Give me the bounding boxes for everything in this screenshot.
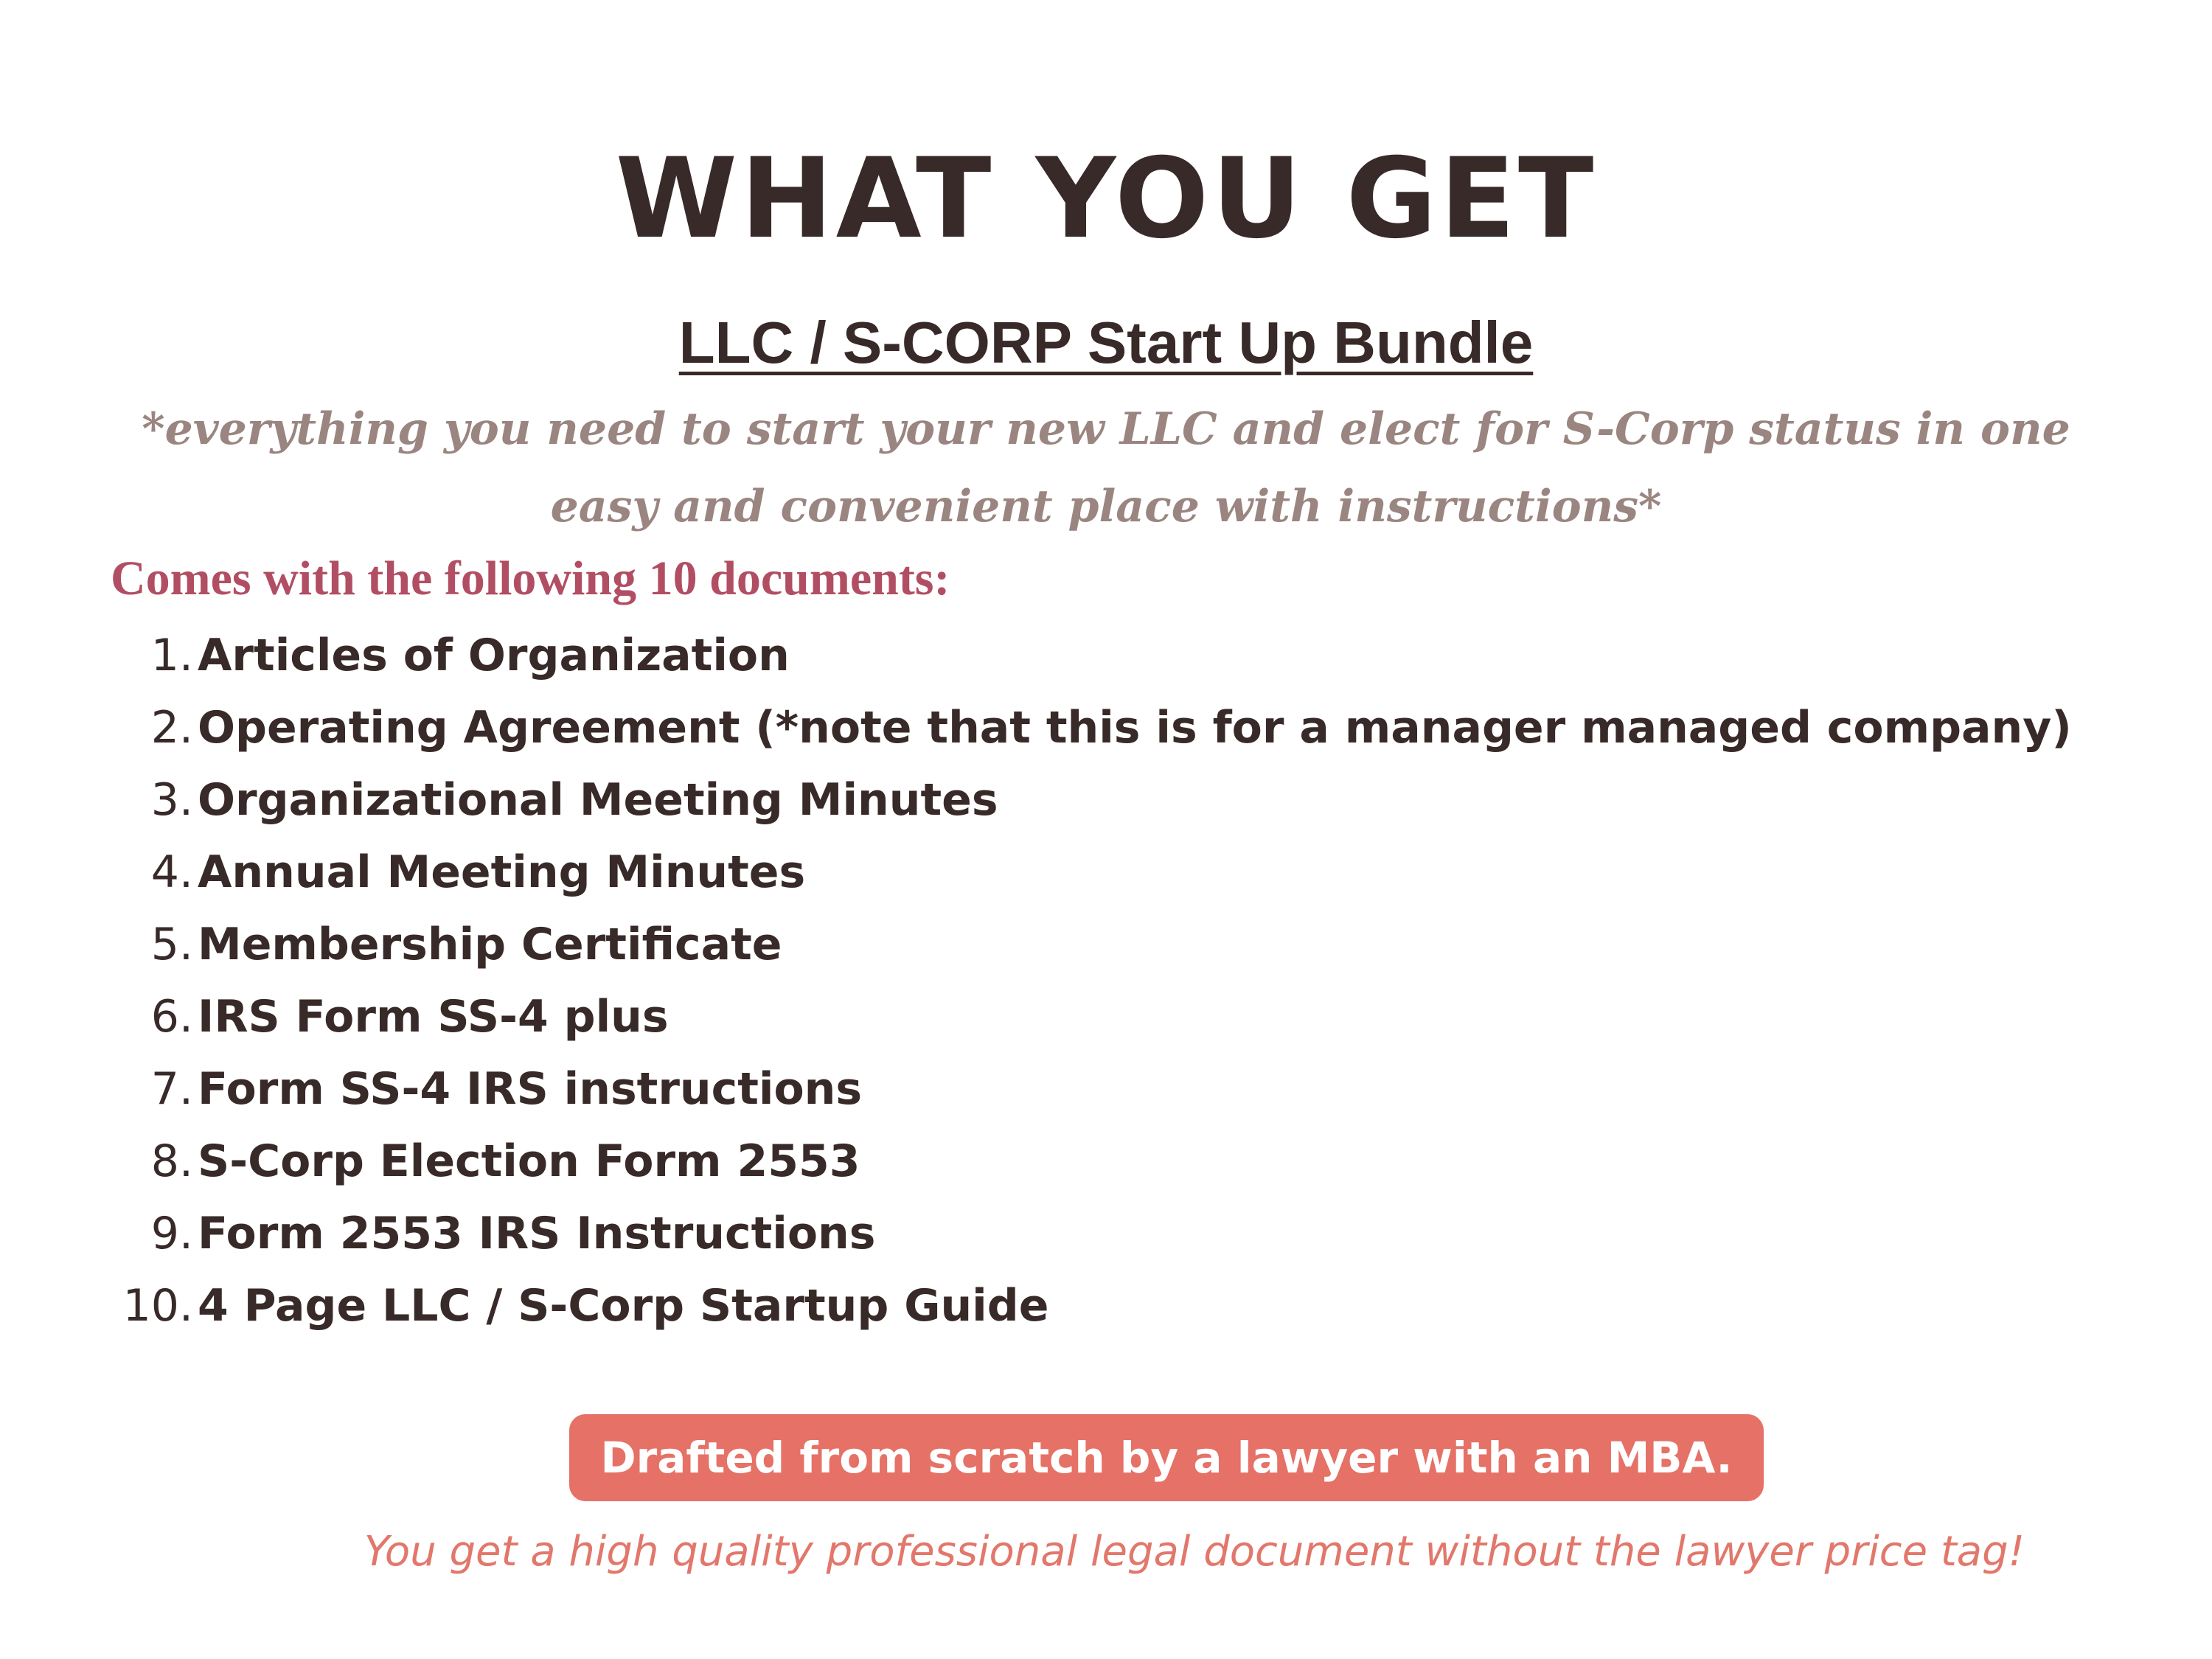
- page-title: WHAT YOU GET: [615, 135, 1597, 263]
- list-item-label: Operating Agreement (*note that this is for a manager managed company): [198, 702, 2072, 754]
- list-item-number: 8.: [150, 1135, 193, 1187]
- list-item-number: 5.: [150, 919, 193, 970]
- bundle-tagline: *everything you need to start your new LLC and elect for S-Corp status in one easy and convenient place with instructions*: [142, 403, 2070, 532]
- list-item-number: 6.: [150, 991, 193, 1043]
- list-item-label: IRS Form SS-4 plus: [198, 991, 669, 1043]
- list-item-label: Articles of Organization: [198, 630, 790, 681]
- list-item-number: 2.: [150, 702, 193, 754]
- list-item-number: 7.: [150, 1063, 193, 1115]
- list-item-number: 10.: [122, 1280, 193, 1332]
- documents-intro: Comes with the following 10 documents:: [111, 552, 950, 605]
- list-item-label: Annual Meeting Minutes: [198, 846, 806, 898]
- list-item-label: 4 Page LLC / S-Corp Startup Guide: [198, 1280, 1049, 1332]
- list-item-number: 4.: [150, 846, 193, 898]
- list-item-label: Form SS-4 IRS instructions: [198, 1063, 863, 1115]
- list-item-number: 9.: [150, 1208, 193, 1259]
- footer-note: You get a high quality professional legal document without the lawyer price tag!: [364, 1528, 2025, 1576]
- lawyer-badge: Drafted from scratch by a lawyer with an MBA.: [569, 1414, 1764, 1501]
- list-item-number: 3.: [150, 774, 193, 826]
- bundle-subtitle-text: LLC / S-CORP Start Up Bundle: [678, 310, 1534, 375]
- list-item-label: Form 2553 IRS Instructions: [198, 1208, 876, 1259]
- list-item-label: Membership Certificate: [198, 919, 782, 970]
- list-item-label: Organizational Meeting Minutes: [198, 774, 998, 826]
- bundle-subtitle: [0, 306, 2212, 380]
- list-item-label: S-Corp Election Form 2553: [198, 1135, 860, 1187]
- list-item-number: 1.: [150, 630, 193, 681]
